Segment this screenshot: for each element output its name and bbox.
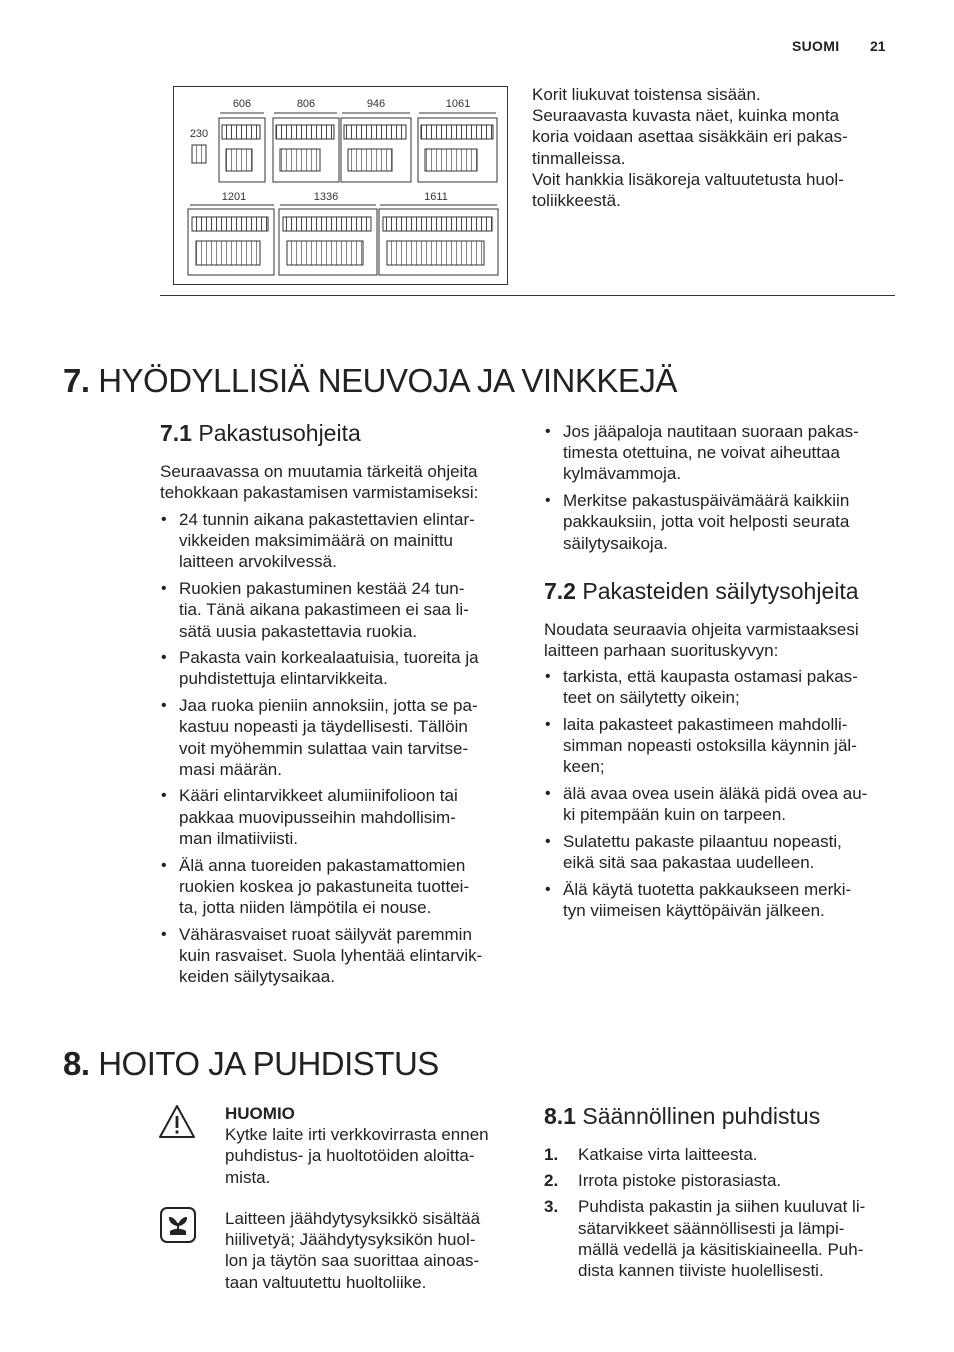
s71-list-continued: [544, 421, 904, 554]
dim-label: 1061: [445, 98, 471, 110]
s72-list: [544, 666, 904, 921]
text-line: Voit hankkia lisäkoreja valtuutetusta huol-: [532, 169, 844, 189]
text-line: Seuraavassa on muutamia tärkeitä ohjeita: [160, 462, 478, 481]
list-item: • Pakasta vain korkealaatuisia, tuoreita ja puhdistettuja elintarvikkeita.: [160, 647, 520, 689]
cleaning-steps: [544, 1144, 904, 1281]
subsection-title: Pakastusohjeita: [198, 420, 361, 446]
text-line: Kytke laite irti verkkovirrasta ennen: [225, 1125, 489, 1145]
section-8-heading: [63, 1045, 439, 1083]
text-line: toliikkeestä.: [532, 191, 621, 211]
text-line: hiilivetyä; Jäähdytysyksikön huol-: [225, 1230, 476, 1250]
text-line: tinmalleissa.: [532, 148, 626, 168]
dim-label: 230: [189, 128, 209, 140]
text-line: koria voidaan asettaa sisäkkäin eri pakas-: [532, 127, 848, 147]
warning-icon: [158, 1104, 196, 1140]
page-number: 21: [870, 38, 886, 54]
text-line: puhdistus- ja huoltotöiden aloitta-: [225, 1146, 475, 1166]
subsection-number: 7.1: [160, 420, 192, 446]
step-item: 2. Irrota pistoke pistorasiasta.: [544, 1171, 782, 1191]
section-7-heading: [63, 362, 677, 400]
subsection-7-2-heading: [544, 578, 859, 605]
basket-figure: [173, 86, 508, 285]
text-line: tehokkaan pakastamisen varmistamiseksi:: [160, 483, 479, 503]
list-item: • Ruokien pakastuminen kestää 24 tun- tia. Tänä aikana pakastimeen ei saa li- sätä uusia pakastettavia ruokia.: [160, 578, 520, 642]
list-item: • 24 tunnin aikana pakastettavien elintar- vikkeiden maksimimäärä on mainittu laitteen arvokilvessä.: [160, 509, 520, 573]
text-line: laitteen parhaan suorituskyvyn:: [544, 641, 779, 661]
list-item: • Sulatettu pakaste pilaantuu nopeasti, eikä sitä saa pakastaa uudelleen.: [544, 831, 904, 873]
dim-label: 606: [232, 98, 252, 110]
dim-label: 1611: [424, 191, 448, 203]
subsection-number: 8.1: [544, 1103, 576, 1129]
section-title: HYÖDYLLISIÄ NEUVOJA JA VINKKEJÄ: [98, 362, 677, 399]
warning-block: [225, 1103, 525, 1188]
subsection-title: Pakasteiden säilytysohjeita: [582, 578, 859, 604]
dim-label: 806: [296, 98, 316, 110]
subsection-number: 7.2: [544, 578, 576, 604]
list-item: • laita pakasteet pakastimeen mahdolli- simman nopeasti ostoksilla käynnin jäl- keen;: [544, 714, 904, 778]
environment-note: [225, 1208, 525, 1293]
list-item: • älä avaa ovea usein äläkä pidä ovea au- ki pitempään kuin on tarpeen.: [544, 783, 904, 825]
text-line: Seuraavasta kuvasta näet, kuinka monta: [532, 106, 840, 126]
divider: [160, 295, 895, 296]
list-item: • Kääri elintarvikkeet alumiinifolioon tai pakkaa muovipusseihin mahdollisim- man ilmatiiviisti.: [160, 785, 520, 849]
s71-list: [160, 509, 520, 987]
subsection-title: Säännöllinen puhdistus: [582, 1103, 821, 1129]
s72-intro: [544, 619, 904, 661]
subsection-7-1-heading: [160, 420, 361, 447]
section-title: HOITO JA PUHDISTUS: [98, 1045, 439, 1082]
list-item: • Älä käytä tuotetta pakkaukseen merki- tyn viimeisen käyttöpäivän jälkeen.: [544, 879, 904, 921]
list-item: • Jaa ruoka pieniin annoksiin, jotta se pa- kastuu nopeasti ja täydellisesti. Tällöin voit myöhemmin sulattaa vain tarvitse- masi määrän.: [160, 695, 520, 780]
dim-label: 1201: [221, 191, 247, 203]
section-number: 7.: [63, 362, 90, 399]
warning-title: HUOMIO: [225, 1104, 295, 1123]
step-item: 1. Katkaise virta laitteesta.: [544, 1145, 758, 1164]
s71-intro: [160, 461, 520, 503]
figure-description: [532, 84, 892, 211]
dim-label: 1336: [313, 191, 339, 203]
text-line: mista.: [225, 1167, 271, 1187]
text-line: Laitteen jäähdytysyksikkö sisältää: [225, 1209, 481, 1228]
text-line: lon ja täytön saa suorittaa ainoas-: [225, 1251, 480, 1271]
list-item: • tarkista, että kaupasta ostamasi pakas- teet on säilytetty oikein;: [544, 666, 904, 708]
list-item: • Jos jääpaloja nautitaan suoraan pakas- timesta otettuina, ne voivat aiheuttaa kylmävammoja.: [544, 421, 904, 485]
list-item: • Vähärasvaiset ruoat säilyvät paremmin kuin rasvaiset. Suola lyhentää elintarvik- keiden säilytysaikaa.: [160, 924, 520, 988]
step-item: 3. Puhdista pakastin ja siihen kuuluvat li- sätarvikkeet säännöllisesti ja lämpi- mällä vedellä ja käsitiskiaineella. Puh- dista kannen tiiviste huolellisesti.: [544, 1197, 866, 1281]
text-line: Korit liukuvat toistensa sisään.: [532, 85, 761, 104]
list-item: • Älä anna tuoreiden pakastamattomien ruokien koskea jo pakastuneita tuottei- ta, jotta niiden lämpötila ei nouse.: [160, 855, 520, 919]
section-number: 8.: [63, 1045, 90, 1082]
environment-icon: [160, 1207, 196, 1243]
text-line: Noudata seuraavia ohjeita varmistaaksesi: [544, 620, 859, 639]
text-line: taan valtuutettu huoltoliike.: [225, 1272, 427, 1292]
basket-diagram: [174, 87, 507, 284]
dim-label: 946: [366, 98, 386, 110]
list-item: • Merkitse pakastuspäivämäärä kaikkiin pakkauksiin, jotta voit helposti seurata säilytysaikoja.: [544, 490, 904, 554]
subsection-8-1-heading: [544, 1103, 820, 1130]
header-language: SUOMI: [792, 38, 840, 54]
